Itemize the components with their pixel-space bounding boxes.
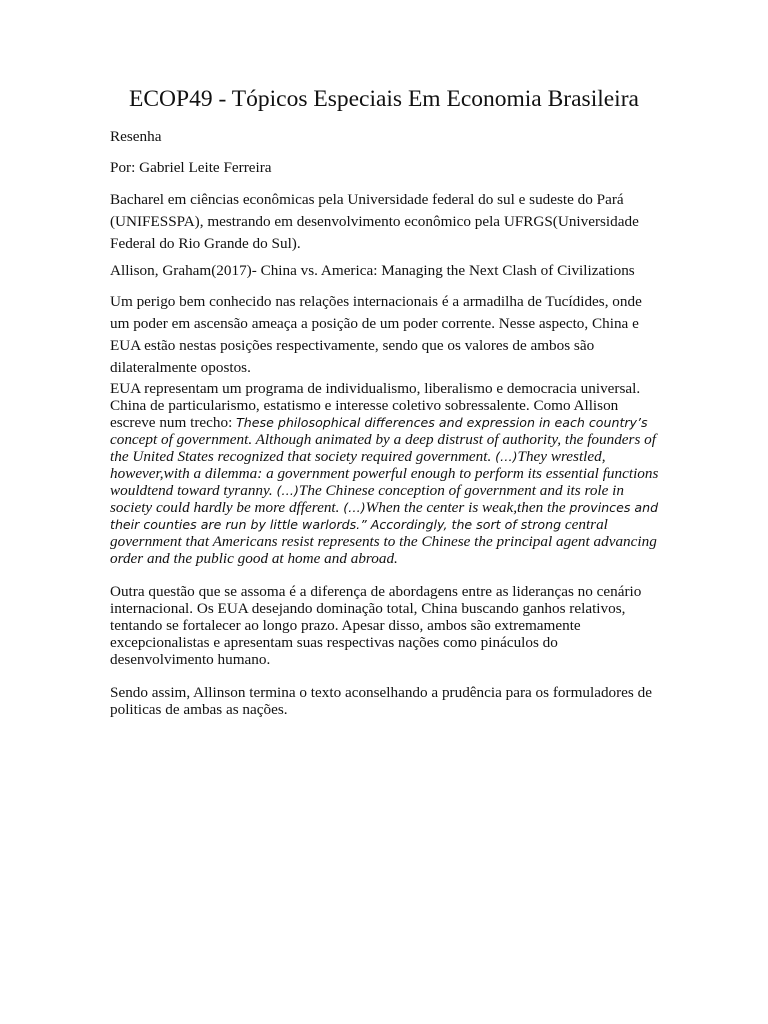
author-line: Por: Gabriel Leite Ferreira [110, 159, 272, 176]
paragraph-values [110, 380, 662, 567]
quote-ellipsis-3: (…) [343, 500, 366, 515]
book-reference: Allison, Graham(2017)- China vs. America: Managing the Next Clash of Civilizations [110, 262, 635, 279]
document-type-label: Resenha [110, 128, 162, 145]
quote-part-7: central government that Americans resist represents to the Chinese the principal agent advancing order and the public good at home and abroad. [110, 516, 657, 567]
quote-part-1: These philosophical differences and expression in each country’s [236, 415, 648, 430]
quote-part-2: concept of government. Although animated by a deep distrust of authority, the founders of the United States recognized that society required government. [110, 431, 656, 465]
quote-ellipsis-1: (…) [495, 449, 518, 464]
paragraph-values-intro: EUA representam um programa de individualismo, liberalismo e democracia universal. China de particularismo, estatismo e interesse coletivo sobressalente. Como Allison escreve num trecho: [110, 380, 641, 431]
quote-part-4: The Chinese conception of government and its role in society could hardly be more dfferent. [110, 482, 624, 516]
document-title: ECOP49 - Tópicos Especiais Em Economia Brasileira [129, 86, 639, 112]
author-bio: Bacharel em ciências econômicas pela Universidade federal do sul e sudeste do Pará (UNIFESSPA), mestrando em desenvolvimento econômico pela UFRGS(Universidade Federal do Rio Grande do Sul). [110, 191, 639, 252]
paragraph-leadership: Outra questão que se assoma é a diferença de abordagens entre as lideranças no cenário internacional. Os EUA desejando dominação total, China buscando ganhos relativos, tentando se fortalecer ao longo prazo. Apesar disso, ambos são extremamente excepcionalistas e apresentam suas respectivas nações como pináculos do desenvolvimento humano. [110, 583, 642, 668]
paragraph-thucydides: Um perigo bem conhecido nas relações internacionais é a armadilha de Tucídides, onde um poder em ascensão ameaça a posição de um poder corrente. Nesse aspecto, China e EUA estão nestas posições respectivamente, sendo que os valores de ambos são dilateralmente opostos. [110, 293, 642, 376]
paragraph-conclusion: Sendo assim, Allinson termina o texto aconselhando a prudência para os formuladores de politicas de ambas as nações. [110, 684, 652, 718]
quote-ellipsis-2: (…) [276, 483, 299, 498]
quote-part-3: They wrestled, however,with a dilemma: a government powerful enough to perform its essential functions wouldtend toward tyranny. [110, 448, 659, 499]
quote-part-6: provinces and their counties are run by little warlords.” Accordingly, the sort of strong [110, 500, 659, 532]
quote-part-5: When the center is weak,then the [365, 499, 570, 516]
